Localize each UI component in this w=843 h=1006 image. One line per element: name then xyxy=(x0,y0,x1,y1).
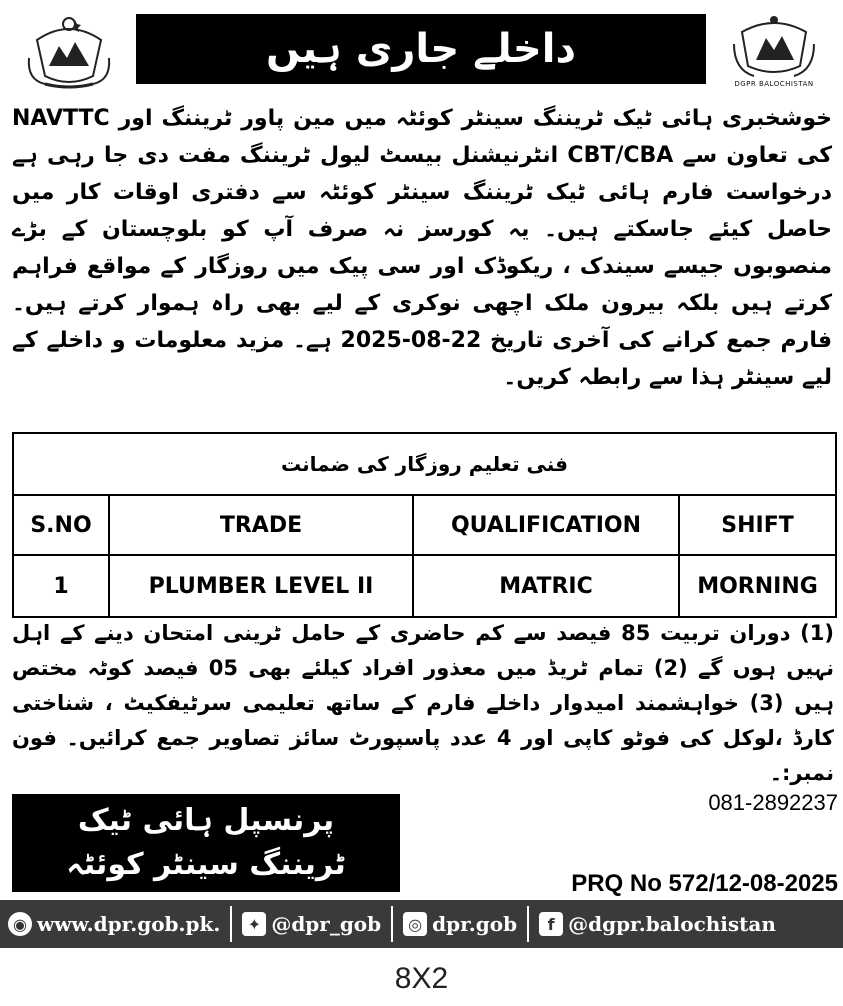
cell-trade: PLUMBER LEVEL II xyxy=(109,555,413,617)
principal-signature-box xyxy=(12,794,400,892)
instagram-icon: ◎ xyxy=(403,912,427,936)
twitter-handle[interactable]: @dpr_gob xyxy=(271,912,382,936)
cell-shift: MORNING xyxy=(679,555,836,617)
dgpr-emblem-icon xyxy=(728,10,820,82)
footer-divider xyxy=(527,906,529,942)
emblem-icon xyxy=(23,10,115,90)
table-header-row xyxy=(13,495,836,555)
footer-website[interactable] xyxy=(8,912,220,936)
trades-table xyxy=(12,432,837,618)
column-header-qualification: QUALIFICATION xyxy=(413,495,679,555)
dgpr-logo xyxy=(719,10,829,92)
twitter-icon: ✦ xyxy=(242,912,266,936)
ad-size-label: 8X2 xyxy=(394,962,449,995)
footer-twitter[interactable] xyxy=(242,912,381,936)
footer-instagram[interactable] xyxy=(403,912,517,936)
cell-qualification: MATRIC xyxy=(413,555,679,617)
table-caption: فنی تعلیم روزگار کی ضمانت xyxy=(13,433,836,495)
column-header-sno: S.NO xyxy=(13,495,109,555)
advertisement xyxy=(4,4,838,951)
prq-number: PRQ No 572/12-08-2025 xyxy=(571,870,838,897)
dgpr-logo-caption: DGPR BALOCHISTAN xyxy=(734,80,814,88)
phone-number: 081-2892237 xyxy=(708,790,838,815)
announcement-paragraph xyxy=(12,100,832,396)
principal-line-2: ٹریننگ سینٹر کوئٹہ xyxy=(66,847,346,882)
column-header-shift: SHIFT xyxy=(679,495,836,555)
notes-text: (1) دوران تربیت 85 فیصد سے کم حاضری کے حامل ٹرینی امتحان دینے کے اہل نہیں ہوں گے (2) تمام ٹریڈ میں معذور افراد کیلئے بھی 05 فیصد کوٹہ مختص ہیں (3) خواہشمند امیدوار داخلے فارم کے ساتھ تعلیمی سرٹیفکیٹ ، شناختی کارڈ ،لوکل کی فوٹو کاپی اور 4 عدد پاسپورٹ سائز تصاویر جمع کرائیں۔ فون نمبر:۔ xyxy=(12,621,835,785)
admissions-open-banner: داخلے جاری ہیں xyxy=(136,14,706,84)
globe-icon: ◉ xyxy=(8,912,32,936)
footer-divider xyxy=(230,906,232,942)
balochistan-emblem-logo xyxy=(14,10,124,92)
website-link[interactable]: www.dpr.gob.pk. xyxy=(37,912,221,936)
facebook-handle[interactable]: @dgpr.balochistan xyxy=(568,912,776,936)
principal-line-1: پرنسپل ہائی ٹیک xyxy=(77,803,335,838)
cell-sno: 1 xyxy=(13,555,109,617)
terms-notes xyxy=(12,616,834,791)
announcement-text: خوشخبری ہائی ٹیک ٹریننگ سینٹر کوئٹہ میں مین پاور ٹریننگ اور NAVTTC کی تعاون سے CBT/CBA انٹرنیشنل بیسٹ لیول ٹریننگ مفت دی جا رہی ہے درخواست فارم ہائی ٹیک ٹریننگ سینٹر کوئٹہ سے دفتری اوقات کار میں حاصل کیئے جاسکتے ہیں۔ یہ کورسز نہ صرف آپ کو بلوچستان کے بڑے منصوبوں جیسے سیندک ، ریکوڈک اور سی پیک میں روزگار کے مواقع فراہم کرتے ہیں بلکہ بیرون ملک اچھی نوکری کے لیے بھی راہ ہموار کرتے ہیں۔ فارم جمع کرانے کی آخری تاریخ 22-08-2025 ہے۔ مزید معلومات و داخلے کے لیے سینٹر ہذا سے رابطہ کریں۔ xyxy=(12,106,832,390)
footer-divider xyxy=(391,906,393,942)
social-footer xyxy=(0,900,843,948)
footer-facebook[interactable] xyxy=(539,912,776,936)
facebook-icon: f xyxy=(539,912,563,936)
column-header-trade: TRADE xyxy=(109,495,413,555)
instagram-handle[interactable]: dpr.gob xyxy=(432,912,518,936)
table-row xyxy=(13,555,836,617)
